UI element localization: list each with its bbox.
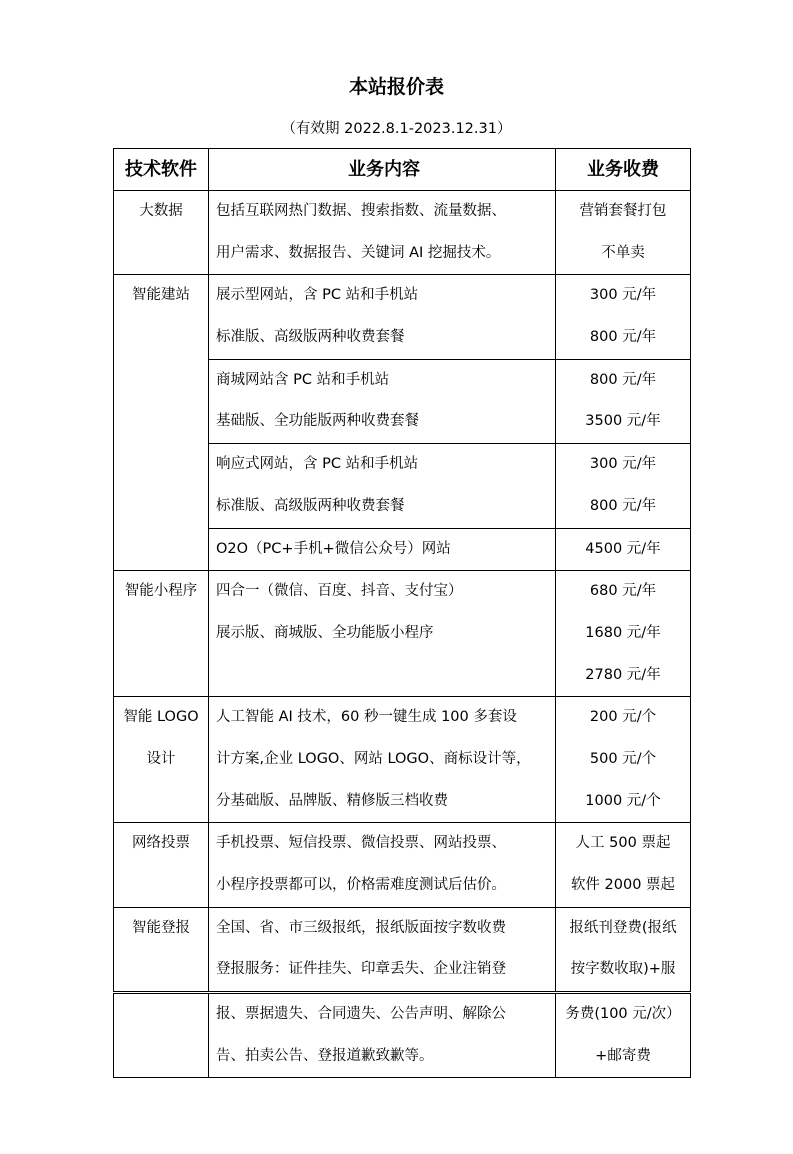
content-cell: 展示型网站，含 PC 站和手机站 标准版、高级版两种收费套餐 bbox=[209, 275, 556, 359]
header-fee: 业务收费 bbox=[556, 149, 691, 191]
category-cell: 智能建站 bbox=[114, 275, 209, 571]
table-row bbox=[114, 571, 691, 697]
price-cell: 200 元/个 500 元/个 1000 元/个 bbox=[556, 697, 691, 823]
table-row bbox=[114, 191, 691, 275]
category-cell: 大数据 bbox=[114, 191, 209, 275]
content-cell: 手机投票、短信投票、微信投票、网站投票、 小程序投票都可以，价格需难度测试后估价。 bbox=[209, 823, 556, 907]
header-content: 业务内容 bbox=[209, 149, 556, 191]
header-tech: 技术软件 bbox=[114, 149, 209, 191]
validity-period: （有效期 2022.8.1-2023.12.31） bbox=[281, 121, 512, 137]
content-cell: 商城网站含 PC 站和手机站 基础版、全功能版两种收费套餐 bbox=[209, 359, 556, 443]
price-cell: 300 元/年 800 元/年 bbox=[556, 275, 691, 359]
price-cell: 人工 500 票起 软件 2000 票起 bbox=[556, 823, 691, 907]
category-cell: 智能小程序 bbox=[114, 571, 209, 697]
content-cell: 包括互联网热门数据、搜索指数、流量数据、 用户需求、数据报告、关键词 AI 挖掘技术。 bbox=[209, 191, 556, 275]
content-cell: O2O（PC+手机+微信公众号）网站 bbox=[209, 528, 556, 571]
price-cell: 800 元/年 3500 元/年 bbox=[556, 359, 691, 443]
category-cell: 智能登报 bbox=[114, 907, 209, 991]
price-cell: 务费(100 元/次） +邮寄费 bbox=[556, 994, 691, 1078]
price-cell: 4500 元/年 bbox=[556, 528, 691, 571]
price-cell: 营销套餐打包 不单卖 bbox=[556, 191, 691, 275]
table-row bbox=[114, 697, 691, 823]
table-row bbox=[114, 823, 691, 907]
content-cell: 全国、省、市三级报纸，报纸版面按字数收费 登报服务：证件挂失、印章丢失、企业注销登 bbox=[209, 907, 556, 991]
price-cell: 680 元/年 1680 元/年 2780 元/年 bbox=[556, 571, 691, 697]
page-title: 本站报价表 bbox=[348, 76, 444, 98]
price-table bbox=[113, 148, 691, 992]
table-row bbox=[114, 994, 691, 1078]
price-cell: 300 元/年 800 元/年 bbox=[556, 444, 691, 528]
content-cell: 人工智能 AI 技术，60 秒一键生成 100 多套设 计方案,企业 LOGO、网站 LOGO、商标设计等， 分基础版、品牌版、精修版三档收费 bbox=[209, 697, 556, 823]
content-cell: 报、票据遗失、合同遗失、公告声明、解除公 告、拍卖公告、登报道歉致歉等。 bbox=[209, 994, 556, 1078]
category-cell: 智能 LOGO 设计 bbox=[114, 697, 209, 823]
price-table-continuation bbox=[113, 993, 691, 1078]
table-row bbox=[114, 907, 691, 991]
table-row bbox=[114, 275, 691, 359]
content-cell: 响应式网站，含 PC 站和手机站 标准版、高级版两种收费套餐 bbox=[209, 444, 556, 528]
content-cell: 四合一（微信、百度、抖音、支付宝） 展示版、商城版、全功能版小程序 bbox=[209, 571, 556, 697]
price-cell: 报纸刊登费(报纸 按字数收取)+服 bbox=[556, 907, 691, 991]
table-header-row bbox=[114, 149, 691, 191]
category-cell: 网络投票 bbox=[114, 823, 209, 907]
category-cell bbox=[114, 994, 209, 1078]
